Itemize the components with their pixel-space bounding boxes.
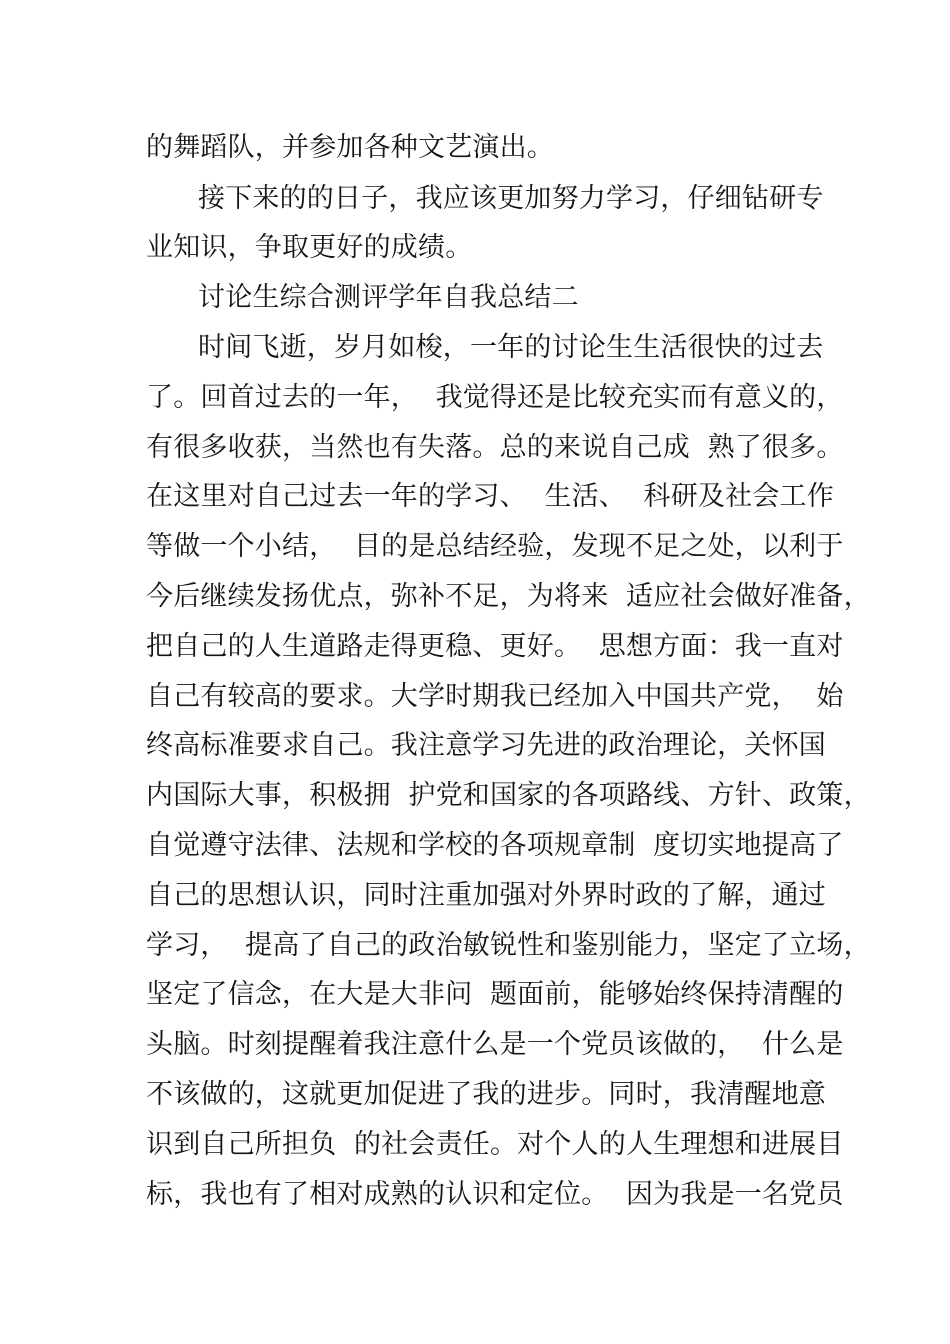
text-line: 了。回首过去的一年， 我觉得还是比较充实而有意义的， — [146, 382, 844, 413]
text-line: 有很多收获，当然也有失落。总的来说自己成 熟了很多。 — [146, 432, 844, 463]
text-line: 识到自己所担负 的社会责任。对个人的人生理想和进展目 — [146, 1129, 844, 1160]
text-line: 标，我也有了相对成熟的认识和定位。 因为我是一名党员 — [146, 1179, 844, 1210]
text-line: 今后继续发扬优点，弥补不足，为将来 适应社会做好准备， — [146, 581, 871, 612]
paragraph-start-line: 接下来的的日子，我应该更加努力学习，仔细钻研专 — [198, 183, 824, 214]
text-line: 在这里对自己过去一年的学习、 生活、 科研及社会工作 — [146, 481, 834, 512]
section-heading: 讨论生综合测评学年自我总结二 — [198, 282, 579, 313]
text-line: 坚定了信念，在大是大非问 题面前，能够始终保持清醒的 — [146, 979, 844, 1010]
text-line: 头脑。时刻提醒着我注意什么是一个党员该做的， 什么是 — [146, 1029, 844, 1060]
text-line: 自己有较高的要求。大学时期我已经加入中国共产党， 始 — [146, 681, 844, 712]
text-line: 把自己的人生道路走得更稳、更好。 思想方面：我一直对 — [146, 631, 844, 662]
text-line: 不该做的，这就更加促进了我的进步。同时，我清醒地意 — [146, 1079, 826, 1110]
text-line: 自觉遵守法律、法规和学校的各项规章制 度切实地提高了 — [146, 830, 844, 861]
text-line: 等做一个小结， 目的是总结经验，发现不足之处，以利于 — [146, 531, 844, 562]
text-line: 内国际大事，积极拥 护党和国家的各项路线、方针、政策， — [146, 780, 871, 811]
text-line: 终高标准要求自己。我注意学习先进的政治理论，关怀国 — [146, 730, 826, 761]
text-line: 学习， 提高了自己的政治敏锐性和鉴别能力，坚定了立场， — [146, 930, 871, 961]
paragraph-start-line: 时间飞逝，岁月如梭，一年的讨论生生活很快的过去 — [198, 332, 824, 363]
text-line: 自己的思想认识，同时注重加强对外界时政的了解，通过 — [146, 880, 826, 911]
text-line: 的舞蹈队，并参加各种文艺演出。 — [146, 132, 554, 163]
text-line: 业知识，争取更好的成绩。 — [146, 232, 473, 263]
